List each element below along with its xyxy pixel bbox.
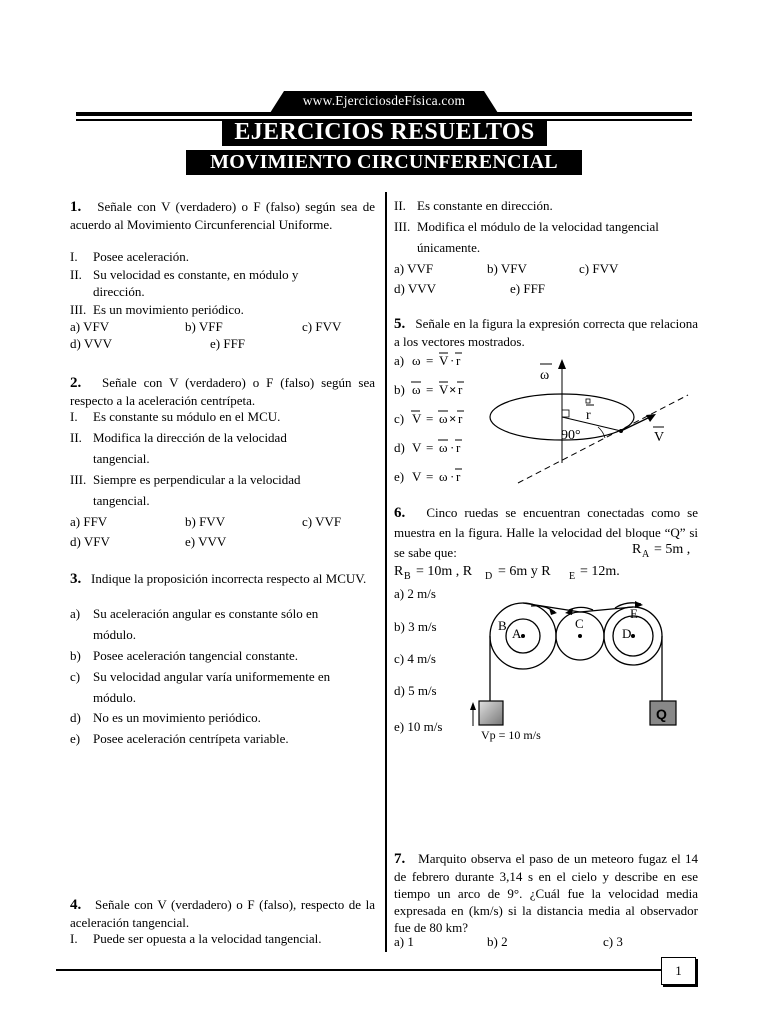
wheel-label-c: C [575,616,584,631]
block-p [479,701,503,725]
svg-text:ω: ω [439,411,448,426]
svg-text:V: V [439,353,449,368]
svg-text:=: = [426,382,434,397]
answer-option[interactable]: c) [394,411,405,426]
question-2 [70,374,375,409]
svg-text:= 6m y R: = 6m y R [498,564,551,579]
list-item-text: Es constante su módulo en el MCU. [93,409,281,424]
svg-text:R: R [632,542,642,557]
question-number: 1. [70,199,82,215]
svg-text:D: D [485,571,493,582]
svg-text:r: r [458,411,463,426]
svg-text:=: = [426,411,434,426]
svg-text:=: = [426,353,434,368]
question-text: Señale con V (verdadero) o F (falso) según sea respecto a la aceleración centrípeta. [70,375,375,408]
answer-option[interactable]: e) VVV [185,534,227,549]
list-item: II. [70,267,82,282]
answer-option[interactable]: a) [394,353,405,368]
question-number: 7. [394,851,406,867]
answer-option[interactable]: c) VVF [302,514,342,529]
list-item-text: Puede ser opuesta a la velocidad tangencial. [93,931,322,946]
list-item-text: tangencial. [93,493,150,508]
svg-text:r: r [456,469,461,484]
answer-option[interactable]: d) [394,440,405,455]
list-item-text: Posee aceleración. [93,249,190,264]
question-text: Cinco ruedas se encuentran conectadas como se muestra en la figura. Halle la velocidad del bloque “Q” si se sabe que: [394,505,698,560]
question-number: 2. [70,375,82,391]
v-label: V [654,430,665,445]
answer-option[interactable]: c) 3 [603,934,623,949]
list-item-text: No es un movimiento periódico. [93,710,261,725]
answer-option[interactable]: b) VFF [185,319,223,334]
svg-text:ω: ω [439,469,448,484]
svg-text:=: = [426,469,434,484]
answer-option[interactable]: c) FVV [302,319,342,334]
answer-option[interactable]: b) [394,382,405,397]
svg-text:ω: ω [412,382,421,397]
svg-text:V: V [412,440,422,455]
svg-text:·: · [450,353,455,368]
question-number: 4. [70,897,82,913]
list-item: III. [394,219,411,234]
answer-option[interactable]: c) FVV [579,261,619,276]
answer-option[interactable]: a) 1 [394,934,414,949]
question-text: Marquito observa el paso de un meteoro fugaz el 14 de febrero durante 3,14 s en el cielo y describe en ese tiempo un arco de 9°. ¿Cuál fue la velocidad media expresada en (km/s) si la distancia media al observador fue de 80 km? [394,851,698,935]
svg-text:×: × [449,411,457,426]
answer-option[interactable]: a) VFV [70,319,110,334]
question-7 [394,850,698,936]
omega-label: ω [540,368,550,383]
vp-label: Vp = 10 m/s [481,728,541,742]
answer-option[interactable]: b) 3 m/s [394,619,437,634]
svg-text:V: V [412,469,422,484]
page-subtitle: MOVIMIENTO CIRCUNFERENCIAL [186,150,582,175]
list-item-text: Su velocidad es constante, en módulo y [93,267,299,282]
list-item-text: Modifica el módulo de la velocidad tangencial [417,219,659,234]
list-item-text: Posee aceleración centrípeta variable. [93,731,289,746]
question-text: Señale con V (verdadero) o F (falso), respecto de la aceleración tangencial. [70,897,376,930]
list-item: I. [70,409,78,424]
list-item-text: Es constante en dirección. [417,198,553,213]
answer-option[interactable]: d) VFV [70,534,110,549]
q6-figure [465,598,700,743]
page-title: EJERCICIOS RESUELTOS [222,119,547,146]
answer-option[interactable]: e) 10 m/s [394,719,443,734]
wheel-label-a: A [512,626,522,641]
list-item-text: dirección. [93,284,145,299]
svg-text:=: = [426,440,434,455]
site-url[interactable]: www.EjerciciosdeFísica.com [302,93,466,108]
list-item-text: Siempre es perpendicular a la velocidad [93,472,301,487]
list-item-text: Modifica la dirección de la velocidad [93,430,287,445]
svg-text:A: A [642,549,650,560]
svg-text:ω: ω [439,440,448,455]
svg-text:V: V [412,411,422,426]
svg-text:= 12m.: = 12m. [580,564,620,579]
wheel-label-d: D [622,626,632,641]
list-item: III. [70,472,87,487]
list-item: II. [394,198,406,213]
answer-option[interactable]: a) 2 m/s [394,586,436,601]
answer-option[interactable]: b) FVV [185,514,226,529]
svg-text:r: r [456,440,461,455]
list-item: c) [70,669,81,684]
list-item: I. [70,249,78,264]
question-text: Señale con V (verdadero) o F (falso) según sea de acuerdo al Movimiento Circunferencial Uniforme. [70,199,375,232]
svg-text:·: · [450,440,455,455]
question-4 [70,896,375,931]
header-rule-thick [76,112,692,116]
question-text: Señale en la figura la expresión correcta que relaciona a los vectores mostrados. [394,316,698,349]
list-item-text: Su aceleración angular es constante sólo en [93,606,319,621]
list-item-text: Es un movimiento periódico. [93,302,244,317]
svg-text:R: R [394,564,404,579]
svg-text:= 5m ,: = 5m , [654,542,691,557]
answer-option[interactable]: e) [394,469,405,484]
answer-option[interactable]: b) VFV [487,261,527,276]
list-item: III. [70,302,87,317]
question-1 [70,198,375,233]
list-item: a) [70,606,81,621]
list-item: d) [70,710,81,725]
list-item-text: módulo. [93,690,136,705]
r-label: r [586,408,591,423]
footer-rule [56,969,661,971]
svg-text:×: × [449,382,457,397]
list-item-text: tangencial. [93,451,150,466]
svg-text:·: · [450,469,455,484]
answer-option[interactable]: a) FFV [70,514,108,529]
column-divider [385,192,387,952]
question-3 [70,570,375,588]
list-item: b) [70,648,81,663]
question-number: 6. [394,505,406,521]
list-item-text: Posee aceleración tangencial constante. [93,648,299,663]
svg-text:r: r [456,353,461,368]
svg-text:E: E [569,571,576,582]
answer-option[interactable]: e) FFF [210,336,246,351]
wheel-label-b: B [498,618,507,633]
svg-text:= 10m , R: = 10m , R [416,564,473,579]
answer-option[interactable]: e) FFF [510,281,546,296]
svg-text:B: B [404,571,411,582]
list-item: I. [70,931,78,946]
question-number: 3. [70,571,82,587]
question-text: Indique la proposición incorrecta respecto al MCUV. [91,571,367,586]
wheel-label-e: E [630,606,638,621]
answer-option[interactable]: d) 5 m/s [394,683,437,698]
list-item-text: Su velocidad angular varía uniformemente en [93,669,331,684]
svg-text:V: V [439,382,449,397]
svg-text:r: r [458,382,463,397]
list-item-text: únicamente. [417,240,481,255]
question-number: 5. [394,316,406,332]
list-item-text: módulo. [93,627,136,642]
list-item: II. [70,430,82,445]
answer-option[interactable]: b) 2 [487,934,508,949]
answer-option[interactable]: d) VVV [70,336,113,351]
q5-figure [486,355,696,490]
svg-text:ω: ω [412,353,421,368]
angle-label: 90° [561,428,581,443]
q6-given-values [394,538,704,582]
block-q-label: Q [656,706,667,722]
answer-option[interactable]: d) VVV [394,281,437,296]
answer-option[interactable]: a) VVF [394,261,434,276]
page-number: 1 [661,957,696,985]
q5-formulas [408,344,478,494]
list-item: e) [70,731,81,746]
answer-option[interactable]: c) 4 m/s [394,651,436,666]
